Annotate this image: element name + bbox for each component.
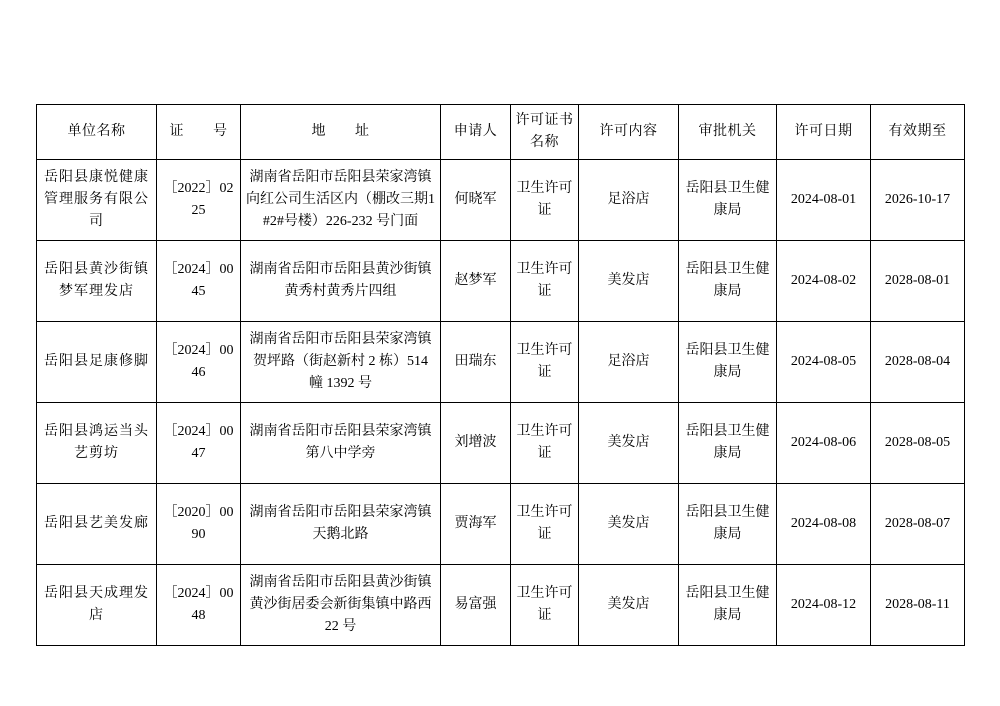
cell-unit-name: 岳阳县鸿运当头艺剪坊 <box>37 403 157 484</box>
cell-permit-date: 2024-08-08 <box>777 484 871 565</box>
cell-valid-until: 2028-08-04 <box>871 322 965 403</box>
cell-unit-name: 岳阳县足康修脚 <box>37 322 157 403</box>
cell-address: 湖南省岳阳市岳阳县黄沙街镇黄沙街居委会新街集镇中路西 22 号 <box>241 565 441 646</box>
cell-cert-title: 卫生许可证 <box>511 403 579 484</box>
cell-authority: 岳阳县卫生健康局 <box>679 160 777 241</box>
cell-cert-no: ［2024］0048 <box>157 565 241 646</box>
table-body <box>37 160 965 646</box>
cell-valid-until: 2026-10-17 <box>871 160 965 241</box>
table-header-row <box>37 105 965 160</box>
cell-unit-name: 岳阳县天成理发店 <box>37 565 157 646</box>
cell-authority: 岳阳县卫生健康局 <box>679 322 777 403</box>
column-header-content: 许可内容 <box>579 105 679 160</box>
cell-cert-no: ［2022］0225 <box>157 160 241 241</box>
cell-cert-title: 卫生许可证 <box>511 484 579 565</box>
cell-applicant: 赵梦军 <box>441 241 511 322</box>
table-row <box>37 565 965 646</box>
column-header-valid-until: 有效期至 <box>871 105 965 160</box>
cell-applicant: 刘增波 <box>441 403 511 484</box>
column-header-applicant: 申请人 <box>441 105 511 160</box>
cell-cert-no: ［2024］0047 <box>157 403 241 484</box>
cell-cert-no: ［2024］0046 <box>157 322 241 403</box>
cell-permit-date: 2024-08-01 <box>777 160 871 241</box>
cell-permit-date: 2024-08-02 <box>777 241 871 322</box>
table-row <box>37 403 965 484</box>
column-header-cert-no: 证 号 <box>157 105 241 160</box>
cell-authority: 岳阳县卫生健康局 <box>679 565 777 646</box>
permit-table-container <box>36 104 964 646</box>
cell-cert-no: ［2024］0045 <box>157 241 241 322</box>
cell-cert-title: 卫生许可证 <box>511 160 579 241</box>
cell-unit-name: 岳阳县艺美发廊 <box>37 484 157 565</box>
table-row <box>37 241 965 322</box>
column-header-unit-name: 单位名称 <box>37 105 157 160</box>
cell-content: 美发店 <box>579 241 679 322</box>
permit-table <box>36 104 965 646</box>
cell-authority: 岳阳县卫生健康局 <box>679 403 777 484</box>
cell-content: 足浴店 <box>579 322 679 403</box>
cell-applicant: 易富强 <box>441 565 511 646</box>
cell-address: 湖南省岳阳市岳阳县黄沙街镇黄秀村黄秀片四组 <box>241 241 441 322</box>
cell-content: 美发店 <box>579 403 679 484</box>
cell-valid-until: 2028-08-07 <box>871 484 965 565</box>
column-header-authority: 审批机关 <box>679 105 777 160</box>
column-header-address: 地 址 <box>241 105 441 160</box>
cell-address: 湖南省岳阳市岳阳县荣家湾镇第八中学旁 <box>241 403 441 484</box>
cell-permit-date: 2024-08-12 <box>777 565 871 646</box>
table-row <box>37 160 965 241</box>
table-row <box>37 322 965 403</box>
cell-address: 湖南省岳阳市岳阳县荣家湾镇向红公司生活区内（棚改三期1#2#号楼）226-232 号门面 <box>241 160 441 241</box>
table-header <box>37 105 965 160</box>
cell-applicant: 何晓军 <box>441 160 511 241</box>
column-header-cert-title: 许可证书名称 <box>511 105 579 160</box>
cell-cert-title: 卫生许可证 <box>511 241 579 322</box>
cell-content: 足浴店 <box>579 160 679 241</box>
cell-cert-title: 卫生许可证 <box>511 322 579 403</box>
cell-cert-title: 卫生许可证 <box>511 565 579 646</box>
cell-cert-no: ［2020］0090 <box>157 484 241 565</box>
cell-unit-name: 岳阳县黄沙街镇梦军理发店 <box>37 241 157 322</box>
cell-valid-until: 2028-08-05 <box>871 403 965 484</box>
cell-valid-until: 2028-08-01 <box>871 241 965 322</box>
cell-applicant: 田瑞东 <box>441 322 511 403</box>
cell-authority: 岳阳县卫生健康局 <box>679 241 777 322</box>
cell-address: 湖南省岳阳市岳阳县荣家湾镇天鹅北路 <box>241 484 441 565</box>
table-row <box>37 484 965 565</box>
cell-valid-until: 2028-08-11 <box>871 565 965 646</box>
cell-applicant: 贾海军 <box>441 484 511 565</box>
cell-content: 美发店 <box>579 565 679 646</box>
cell-authority: 岳阳县卫生健康局 <box>679 484 777 565</box>
column-header-permit-date: 许可日期 <box>777 105 871 160</box>
cell-content: 美发店 <box>579 484 679 565</box>
cell-unit-name: 岳阳县康悦健康管理服务有限公司 <box>37 160 157 241</box>
cell-permit-date: 2024-08-06 <box>777 403 871 484</box>
cell-permit-date: 2024-08-05 <box>777 322 871 403</box>
cell-address: 湖南省岳阳市岳阳县荣家湾镇贺坪路（街赵新村 2 栋）514 幢 1392 号 <box>241 322 441 403</box>
